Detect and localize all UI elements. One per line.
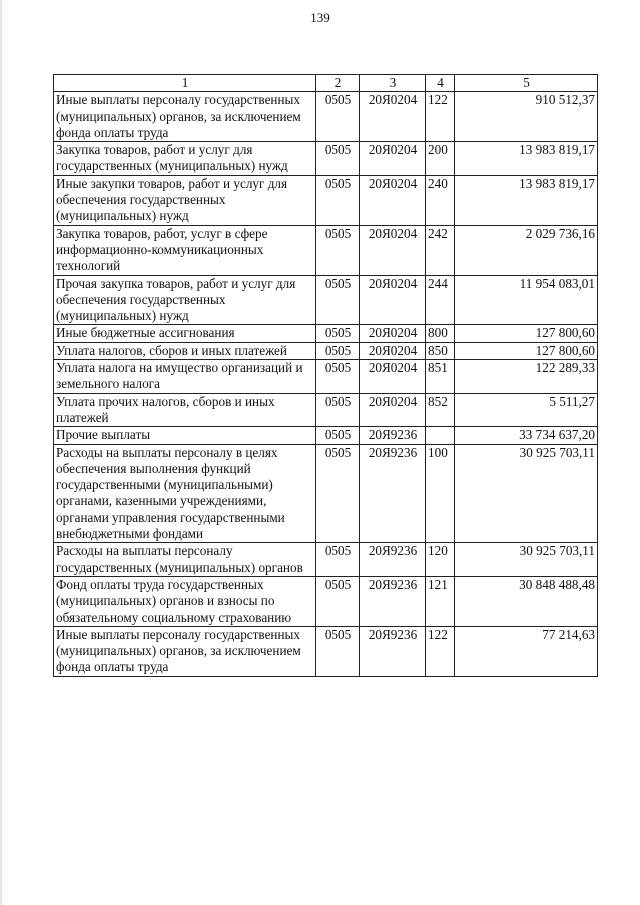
table-row (54, 175, 598, 225)
row-amount-cell: 30 848 488,48 (455, 576, 598, 626)
row-amount-cell: 910 512,37 (455, 92, 598, 142)
row-target-code-cell: 20Я0204 (360, 393, 426, 427)
row-section-cell: 0505 (316, 92, 360, 142)
row-name-cell: Уплата налогов, сборов и иных платежей (54, 342, 316, 359)
row-amount-cell: 11 954 083,01 (455, 275, 598, 325)
scan-edge-shadow (0, 0, 2, 905)
row-expense-type-cell: 242 (426, 225, 455, 275)
row-section-cell: 0505 (316, 325, 360, 342)
row-expense-type-cell: 120 (426, 543, 455, 577)
row-target-code-cell: 20Я0204 (360, 360, 426, 394)
row-amount-cell: 77 214,63 (455, 626, 598, 676)
row-amount-cell: 122 289,33 (455, 360, 598, 394)
row-name-cell: Закупка товаров, работ и услуг для государственных (муниципальных) нужд (54, 142, 316, 176)
row-name-cell: Иные бюджетные ассигнования (54, 325, 316, 342)
table-row (54, 342, 598, 359)
row-name-cell: Прочие выплаты (54, 427, 316, 444)
row-target-code-cell: 20Я0204 (360, 175, 426, 225)
row-target-code-cell: 20Я9236 (360, 626, 426, 676)
row-amount-cell: 127 800,60 (455, 325, 598, 342)
row-section-cell: 0505 (316, 342, 360, 359)
row-section-cell: 0505 (316, 225, 360, 275)
row-target-code-cell: 20Я0204 (360, 342, 426, 359)
table-row (54, 225, 598, 275)
row-amount-cell: 127 800,60 (455, 342, 598, 359)
row-amount-cell: 5 511,27 (455, 393, 598, 427)
header-col-1: 1 (54, 75, 316, 92)
row-section-cell: 0505 (316, 444, 360, 543)
row-amount-cell: 13 983 819,17 (455, 175, 598, 225)
row-section-cell: 0505 (316, 427, 360, 444)
header-col-3: 3 (360, 75, 426, 92)
row-section-cell: 0505 (316, 142, 360, 176)
table-row (54, 576, 598, 626)
table-body (54, 92, 598, 676)
page-number: 139 (310, 10, 330, 25)
table-row (54, 92, 598, 142)
table-row (54, 626, 598, 676)
row-target-code-cell: 20Я0204 (360, 275, 426, 325)
row-name-cell: Иные выплаты персоналу государственных (муниципальных) органов, за исключением фонда оплаты труда (54, 626, 316, 676)
table-row (54, 543, 598, 577)
row-name-cell: Иные закупки товаров, работ и услуг для обеспечения государственных (муниципальных) нужд (54, 175, 316, 225)
table-row (54, 142, 598, 176)
row-expense-type-cell: 800 (426, 325, 455, 342)
row-expense-type-cell: 240 (426, 175, 455, 225)
row-expense-type-cell: 122 (426, 92, 455, 142)
table-row (54, 444, 598, 543)
row-target-code-cell: 20Я9236 (360, 543, 426, 577)
row-name-cell: Закупка товаров, работ, услуг в сфере информационно-коммуникационных технологий (54, 225, 316, 275)
row-expense-type-cell: 200 (426, 142, 455, 176)
table-row (54, 360, 598, 394)
row-target-code-cell: 20Я9236 (360, 427, 426, 444)
row-target-code-cell: 20Я9236 (360, 444, 426, 543)
row-name-cell: Иные выплаты персоналу государственных (муниципальных) органов, за исключением фонда оплаты труда (54, 92, 316, 142)
row-amount-cell: 30 925 703,11 (455, 444, 598, 543)
row-section-cell: 0505 (316, 175, 360, 225)
row-section-cell: 0505 (316, 543, 360, 577)
budget-table (53, 74, 598, 677)
row-name-cell: Прочая закупка товаров, работ и услуг для обеспечения государственных (муниципальных) нужд (54, 275, 316, 325)
table-header (54, 75, 598, 92)
row-target-code-cell: 20Я9236 (360, 576, 426, 626)
row-target-code-cell: 20Я0204 (360, 225, 426, 275)
row-section-cell: 0505 (316, 576, 360, 626)
row-target-code-cell: 20Я0204 (360, 325, 426, 342)
row-name-cell: Расходы на выплаты персоналу государственных (муниципальных) органов (54, 543, 316, 577)
table-row (54, 427, 598, 444)
row-name-cell: Фонд оплаты труда государственных (муниципальных) органов и взносы по обязательному социальному страхованию (54, 576, 316, 626)
row-expense-type-cell: 121 (426, 576, 455, 626)
row-section-cell: 0505 (316, 275, 360, 325)
row-name-cell: Расходы на выплаты персоналу в целях обеспечения выполнения функций государственными (муниципальными) органами, казенными учреждениями, органами управления государственными внебюджетными фондами (54, 444, 316, 543)
row-expense-type-cell: 244 (426, 275, 455, 325)
table-row (54, 393, 598, 427)
row-name-cell: Уплата налога на имущество организаций и земельного налога (54, 360, 316, 394)
header-row (54, 75, 598, 92)
row-target-code-cell: 20Я0204 (360, 142, 426, 176)
row-amount-cell: 13 983 819,17 (455, 142, 598, 176)
header-col-5: 5 (455, 75, 598, 92)
table-row (54, 275, 598, 325)
row-target-code-cell: 20Я0204 (360, 92, 426, 142)
row-amount-cell: 2 029 736,16 (455, 225, 598, 275)
row-expense-type-cell: 852 (426, 393, 455, 427)
row-amount-cell: 33 734 637,20 (455, 427, 598, 444)
row-expense-type-cell: 100 (426, 444, 455, 543)
row-expense-type-cell (426, 427, 455, 444)
row-section-cell: 0505 (316, 626, 360, 676)
table-row (54, 325, 598, 342)
header-col-4: 4 (426, 75, 455, 92)
row-expense-type-cell: 851 (426, 360, 455, 394)
header-col-2: 2 (316, 75, 360, 92)
row-section-cell: 0505 (316, 360, 360, 394)
row-name-cell: Уплата прочих налогов, сборов и иных платежей (54, 393, 316, 427)
row-expense-type-cell: 850 (426, 342, 455, 359)
row-section-cell: 0505 (316, 393, 360, 427)
row-amount-cell: 30 925 703,11 (455, 543, 598, 577)
row-expense-type-cell: 122 (426, 626, 455, 676)
